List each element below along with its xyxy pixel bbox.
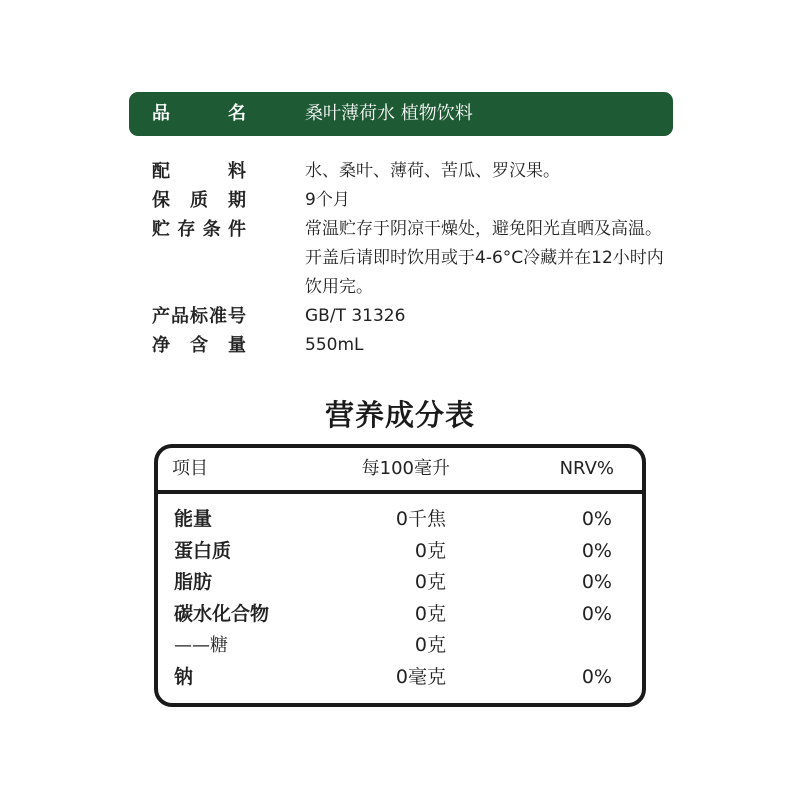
product-name-bar: [129, 92, 673, 136]
table-row: [158, 536, 642, 568]
nutrient-nrv: 0%: [581, 665, 612, 688]
info-row-storage: [152, 215, 672, 302]
info-value: GB/T 31326: [305, 306, 406, 326]
header-item: 项目: [172, 458, 208, 479]
header-per-100ml: 每100毫升: [361, 458, 450, 479]
info-label: 配料: [152, 161, 246, 182]
nutrient-amount: 0克: [414, 602, 446, 625]
nutrient-nrv: 0%: [581, 508, 612, 530]
info-row-ingredients: [152, 157, 672, 186]
table-row: [158, 662, 642, 694]
nutrition-table: [154, 444, 646, 707]
header-nrv: NRV%: [559, 458, 614, 479]
nutrient-amount: 0千焦: [395, 508, 446, 530]
nutrient-amount: 0克: [414, 539, 446, 562]
nutrient-nrv: 0%: [581, 571, 612, 593]
table-row: [158, 567, 642, 599]
nutrient-amount: 0克: [414, 571, 446, 593]
nutrient-name: 钠: [174, 665, 194, 688]
nutrient-name: 碳水化合物: [174, 602, 270, 625]
nutrient-name: 脂肪: [174, 571, 213, 593]
nutrient-amount: 0克: [414, 634, 446, 656]
info-row-shelf-life: [152, 186, 672, 215]
nutrient-nrv: 0%: [581, 539, 612, 562]
nutrient-name: ——糖: [174, 635, 228, 656]
table-row: [158, 599, 642, 631]
product-name-label: 品名: [152, 103, 246, 124]
info-label: 保质期: [152, 190, 246, 211]
info-row-net-content: [152, 331, 672, 360]
nutrition-title: 营养成分表: [324, 398, 475, 432]
nutrition-table-header: [158, 448, 642, 494]
nutrient-amount: 0毫克: [395, 665, 446, 688]
product-name-value: 桑叶薄荷水 植物饮料: [305, 103, 473, 124]
info-row-standard: [152, 302, 672, 331]
nutrition-rows: [158, 504, 642, 693]
table-row: [158, 630, 642, 662]
info-label: 净含量: [152, 335, 246, 356]
info-label: 产品标准号: [152, 306, 246, 327]
info-label: 贮存条件: [152, 219, 246, 240]
info-value: 550mL: [305, 335, 364, 355]
nutrient-name: 能量: [174, 508, 213, 530]
nutrient-nrv: 0%: [581, 602, 612, 625]
info-value: 水、桑叶、薄荷、苦瓜、罗汉果。: [305, 161, 560, 181]
table-row: [158, 504, 642, 536]
nutrient-name: 蛋白质: [174, 539, 232, 562]
info-value: 9个月: [305, 190, 350, 210]
product-info: [152, 157, 672, 360]
info-value: 常温贮存于阴凉干燥处，避免阳光直晒及高温。开盖后请即时饮用或于4-6°C冷藏并在12小时内饮用完。: [305, 219, 664, 297]
